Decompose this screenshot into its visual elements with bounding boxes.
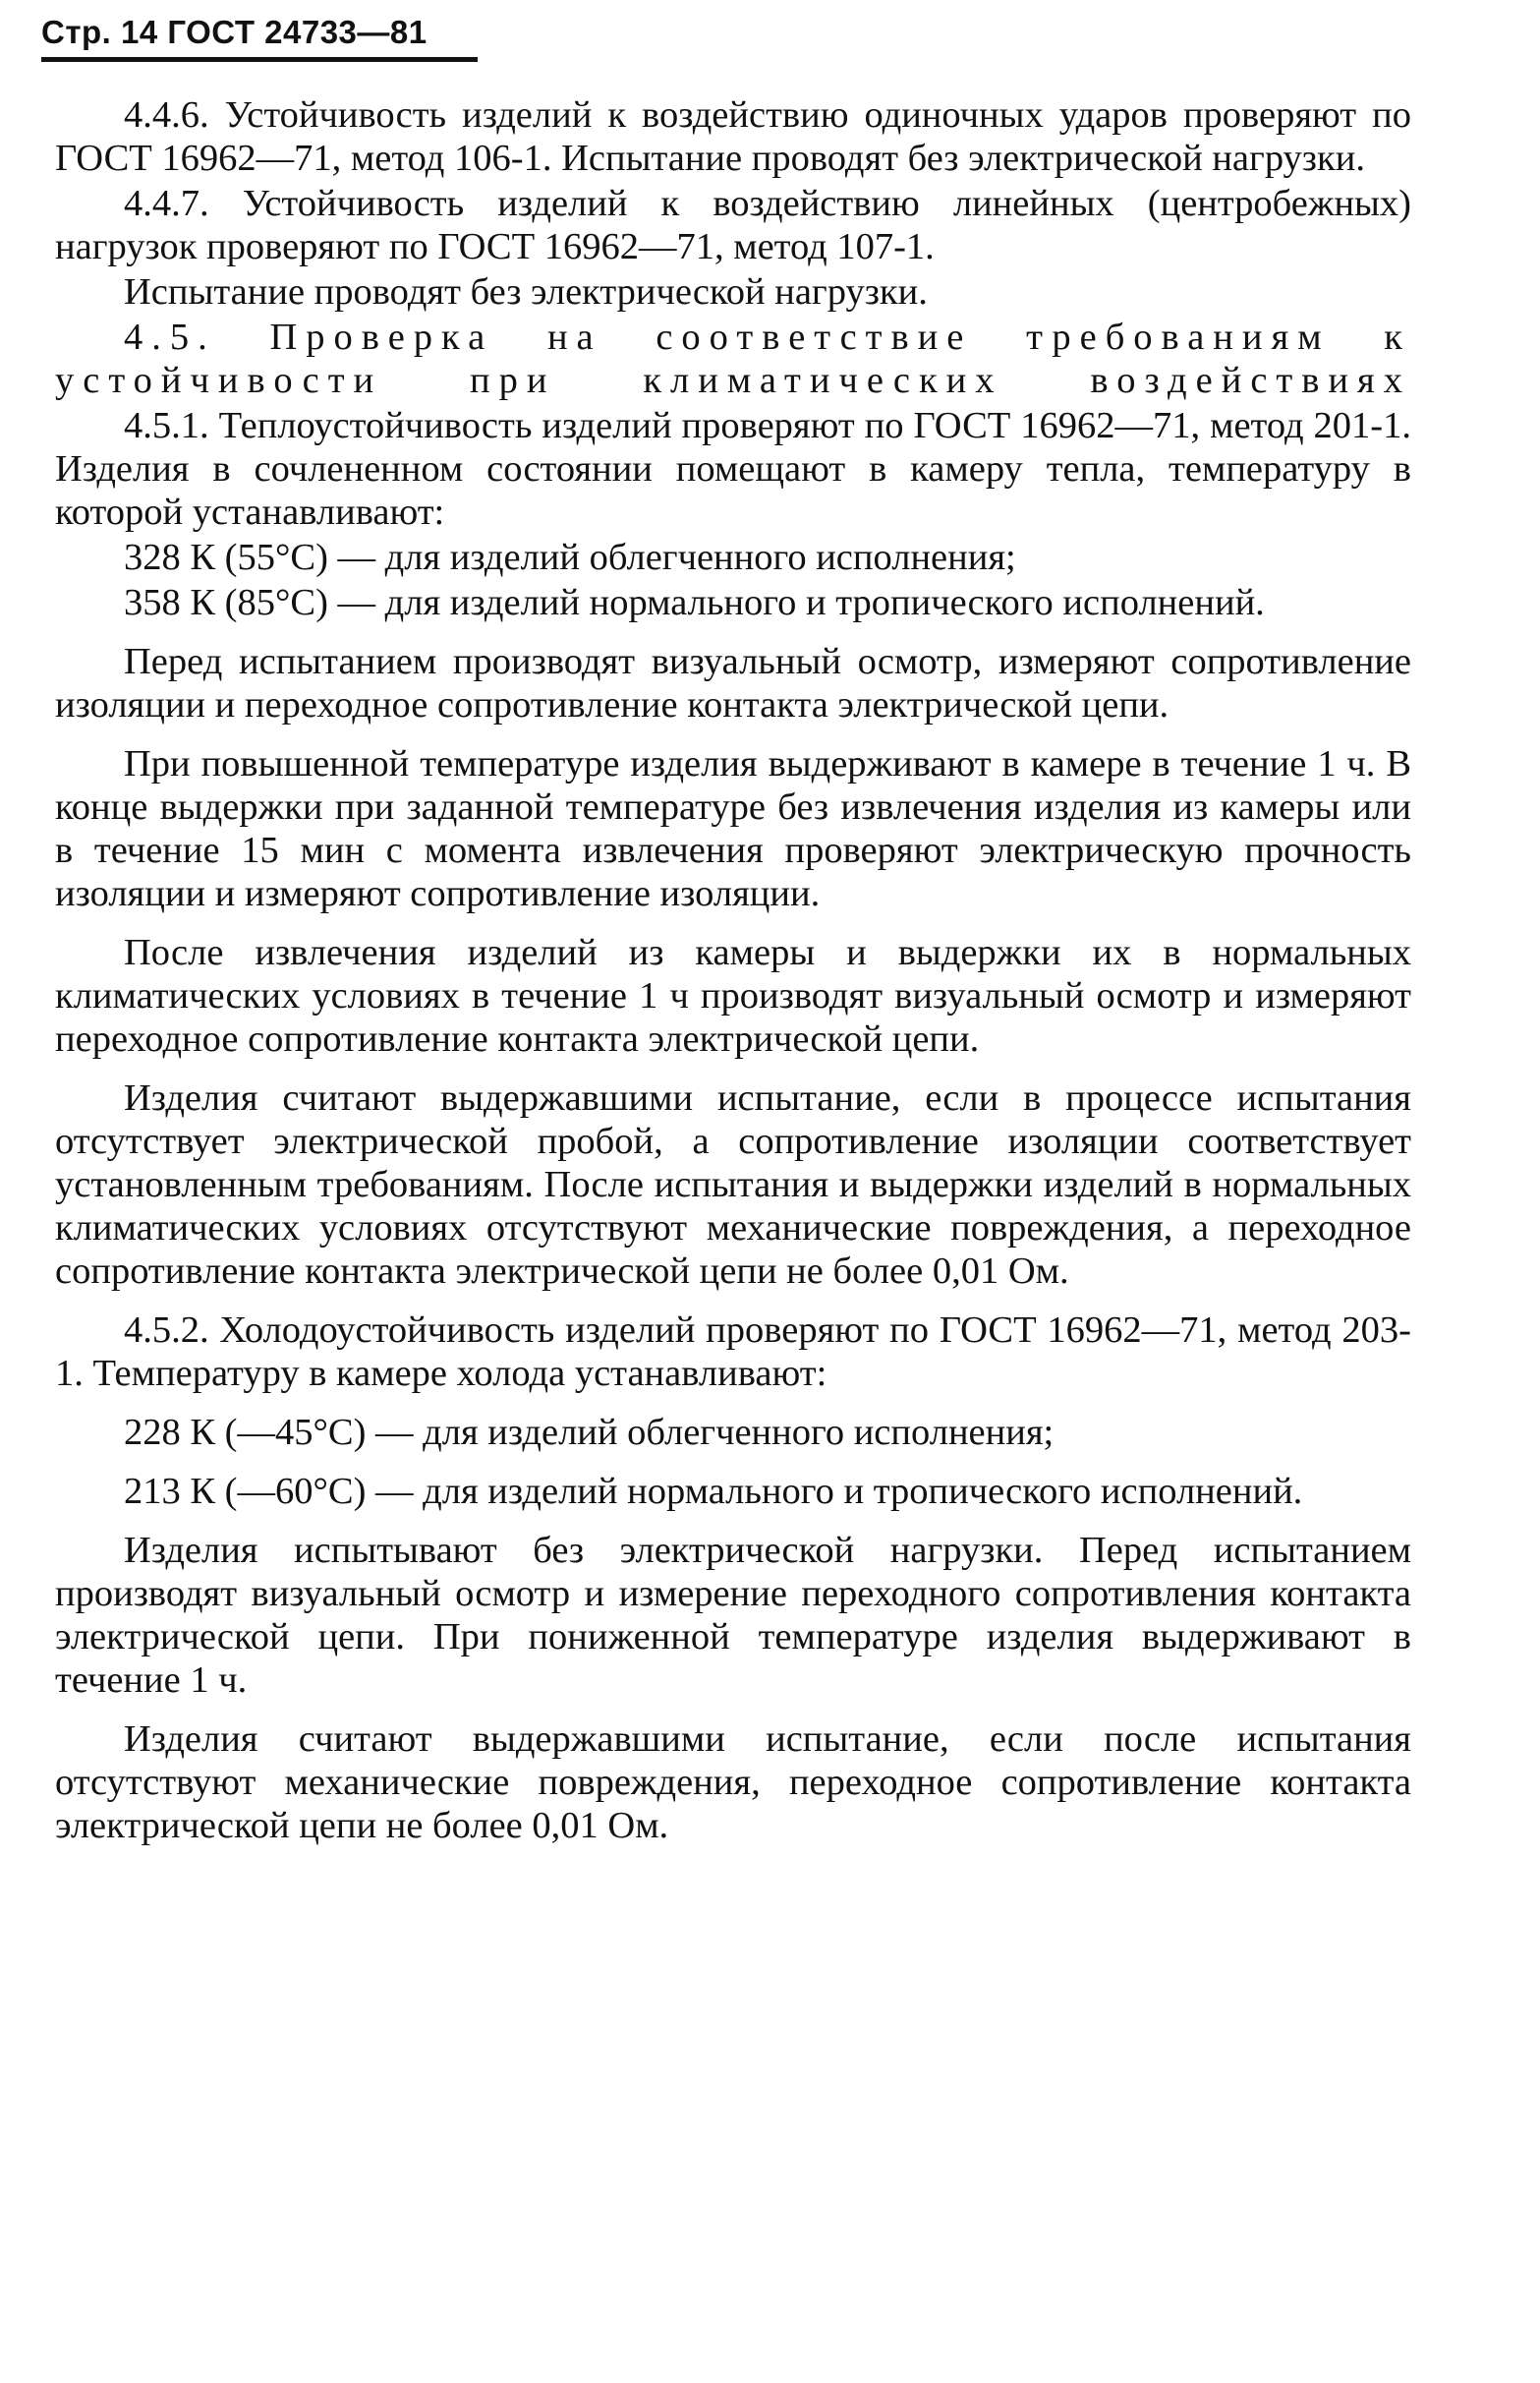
temperature-item-228k: 228 К (—45°С) — для изделий облегченного исполнения;	[124, 1412, 1055, 1453]
section-heading-4-5: 4.5. Проверка на соответствие требованиям к устойчивости при климатических воздействиях	[55, 317, 1411, 401]
paragraph-4-4-7-note: Испытание проводят без электрической нагрузки.	[124, 271, 928, 313]
paragraph-pass-criteria-cold: Изделия считают выдержавшими испытание, если после испытания отсутствуют механические повреждения, переходное сопротивление контакта электрической цепи не более 0,01 Ом.	[55, 1718, 1411, 1846]
paragraph-4-4-6: 4.4.6. Устойчивость изделий к воздействию одиночных ударов проверяют по ГОСТ 16962—71, метод 106-1. Испытание проводят без электрической нагрузки.	[55, 94, 1411, 179]
paragraph-cold-test: Изделия испытывают без электрической нагрузки. Перед испытанием производят визуальный осмотр и измерение переходного сопротивления контакта электрической цепи. При пониженной температуре изделия выдерживают в течение 1 ч.	[55, 1530, 1411, 1701]
page-header-text: Стр. 14 ГОСТ 24733—81	[41, 14, 428, 50]
paragraph-4-4-7: 4.4.7. Устойчивость изделий к воздействию линейных (центробежных) нагрузок проверяют по ГОСТ 16962—71, метод 107-1.	[55, 183, 1411, 267]
document-body	[55, 93, 1411, 1863]
paragraph-4-5-1: 4.5.1. Теплоустойчивость изделий проверяют по ГОСТ 16962—71, метод 201-1. Изделия в сочлененном состоянии помещают в камеру тепла, температуру в которой устанавливают:	[55, 405, 1411, 533]
paragraph-before-test: Перед испытанием производят визуальный осмотр, измеряют сопротивление изоляции и переходное сопротивление контакта электрической цепи.	[55, 641, 1411, 726]
paragraph-4-5-2: 4.5.2. Холодоустойчивость изделий проверяют по ГОСТ 16962—71, метод 203-1. Температуру в камере холода устанавливают:	[55, 1309, 1411, 1394]
page-header	[41, 8, 478, 62]
paragraph-after-extraction: После извлечения изделий из камеры и выдержки их в нормальных климатических условиях в течение 1 ч производят визуальный осмотр и измеряют переходное сопротивление контакта электрической цепи.	[55, 932, 1411, 1060]
temperature-item-213k: 213 К (—60°С) — для изделий нормального и тропического исполнений.	[124, 1471, 1303, 1512]
temperature-item-328k: 328 К (55°С) — для изделий облегченного исполнения;	[124, 537, 1016, 578]
temperature-item-358k: 358 К (85°С) — для изделий нормального и тропического исполнений.	[124, 582, 1265, 623]
paragraph-pass-criteria-heat: Изделия считают выдержавшими испытание, если в процессе испытания отсутствует электрической пробой, а сопротивление изоляции соответствует установленным требованиям. После испытания и выдержки изделий в нормальных климатических условиях отсутствуют механические повреждения, а переходное сопротивление контакта электрической цепи не более 0,01 Ом.	[55, 1077, 1411, 1292]
paragraph-high-temperature: При повышенной температуре изделия выдерживают в камере в течение 1 ч. В конце выдержки при заданной температуре без извлечения изделия из камеры или в течение 15 мин с момента извлечения проверяют электрическую прочность изоляции и измеряют сопротивление изоляции.	[55, 743, 1411, 914]
